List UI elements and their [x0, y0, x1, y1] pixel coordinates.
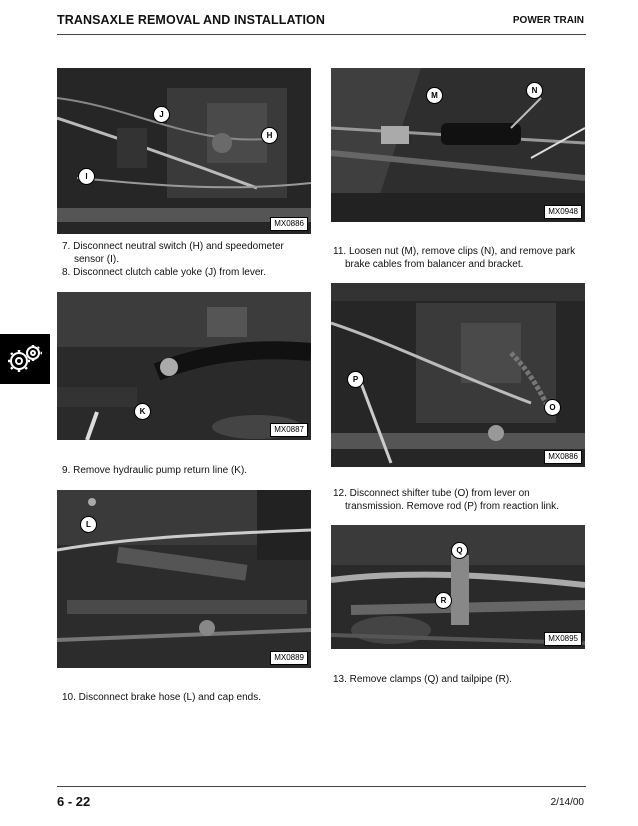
section-tab	[0, 334, 50, 384]
photo-park-brake-cables	[331, 68, 585, 222]
callout-r: R	[435, 592, 452, 609]
page-header-title: TRANSAXLE REMOVAL AND INSTALLATION	[57, 13, 325, 27]
step-8: 8. Disconnect clutch cable yoke (J) from lever.	[62, 267, 266, 278]
callout-p: P	[347, 371, 364, 388]
callout-o: O	[544, 399, 561, 416]
figure-mx0886-left	[57, 68, 311, 234]
figure-code: MX0948	[544, 205, 582, 219]
step-7: 7. Disconnect neutral switch (H) and speedometer sensor (I).	[62, 241, 284, 265]
callout-l: L	[80, 516, 97, 533]
step-13: 13. Remove clamps (Q) and tailpipe (R).	[333, 674, 512, 685]
figure-code: MX0887	[270, 423, 308, 437]
figure-code: MX0886	[270, 217, 308, 231]
page-number: 6 - 22	[57, 794, 91, 809]
figure-code: MX0886	[544, 450, 582, 464]
figure-mx0948	[331, 68, 585, 222]
callout-m: M	[426, 87, 443, 104]
figure-code: MX0889	[270, 651, 308, 665]
step-12: 12. Disconnect shifter tube (O) from lever on transmission. Remove rod (P) from reaction link.	[333, 488, 559, 512]
gears-icon	[6, 340, 44, 378]
figure-mx0889	[57, 490, 311, 668]
figure-mx0887	[57, 292, 311, 440]
figure-code: MX0895	[544, 632, 582, 646]
callout-j: J	[153, 106, 170, 123]
photo-brake-hose	[57, 490, 311, 668]
photo-shifter-tube	[331, 283, 585, 467]
callout-n: N	[526, 82, 543, 99]
step-11: 11. Loosen nut (M), remove clips (N), and remove park brake cables from balancer and bracket.	[333, 246, 576, 270]
header-rule	[57, 34, 586, 35]
photo-neutral-switch	[57, 68, 311, 234]
callout-i: I	[78, 168, 95, 185]
page-header-section: POWER TRAIN	[512, 15, 584, 26]
figure-mx0886-right	[331, 283, 585, 467]
callout-q: Q	[451, 542, 468, 559]
callout-h: H	[261, 127, 278, 144]
footer-rule	[57, 786, 586, 787]
step-10: 10. Disconnect brake hose (L) and cap ends.	[62, 692, 262, 703]
revision-date: 2/14/00	[550, 797, 584, 808]
callout-k: K	[134, 403, 151, 420]
figure-mx0895	[331, 525, 585, 649]
photo-hydraulic-line	[57, 292, 311, 440]
step-9: 9. Remove hydraulic pump return line (K).	[62, 465, 248, 476]
